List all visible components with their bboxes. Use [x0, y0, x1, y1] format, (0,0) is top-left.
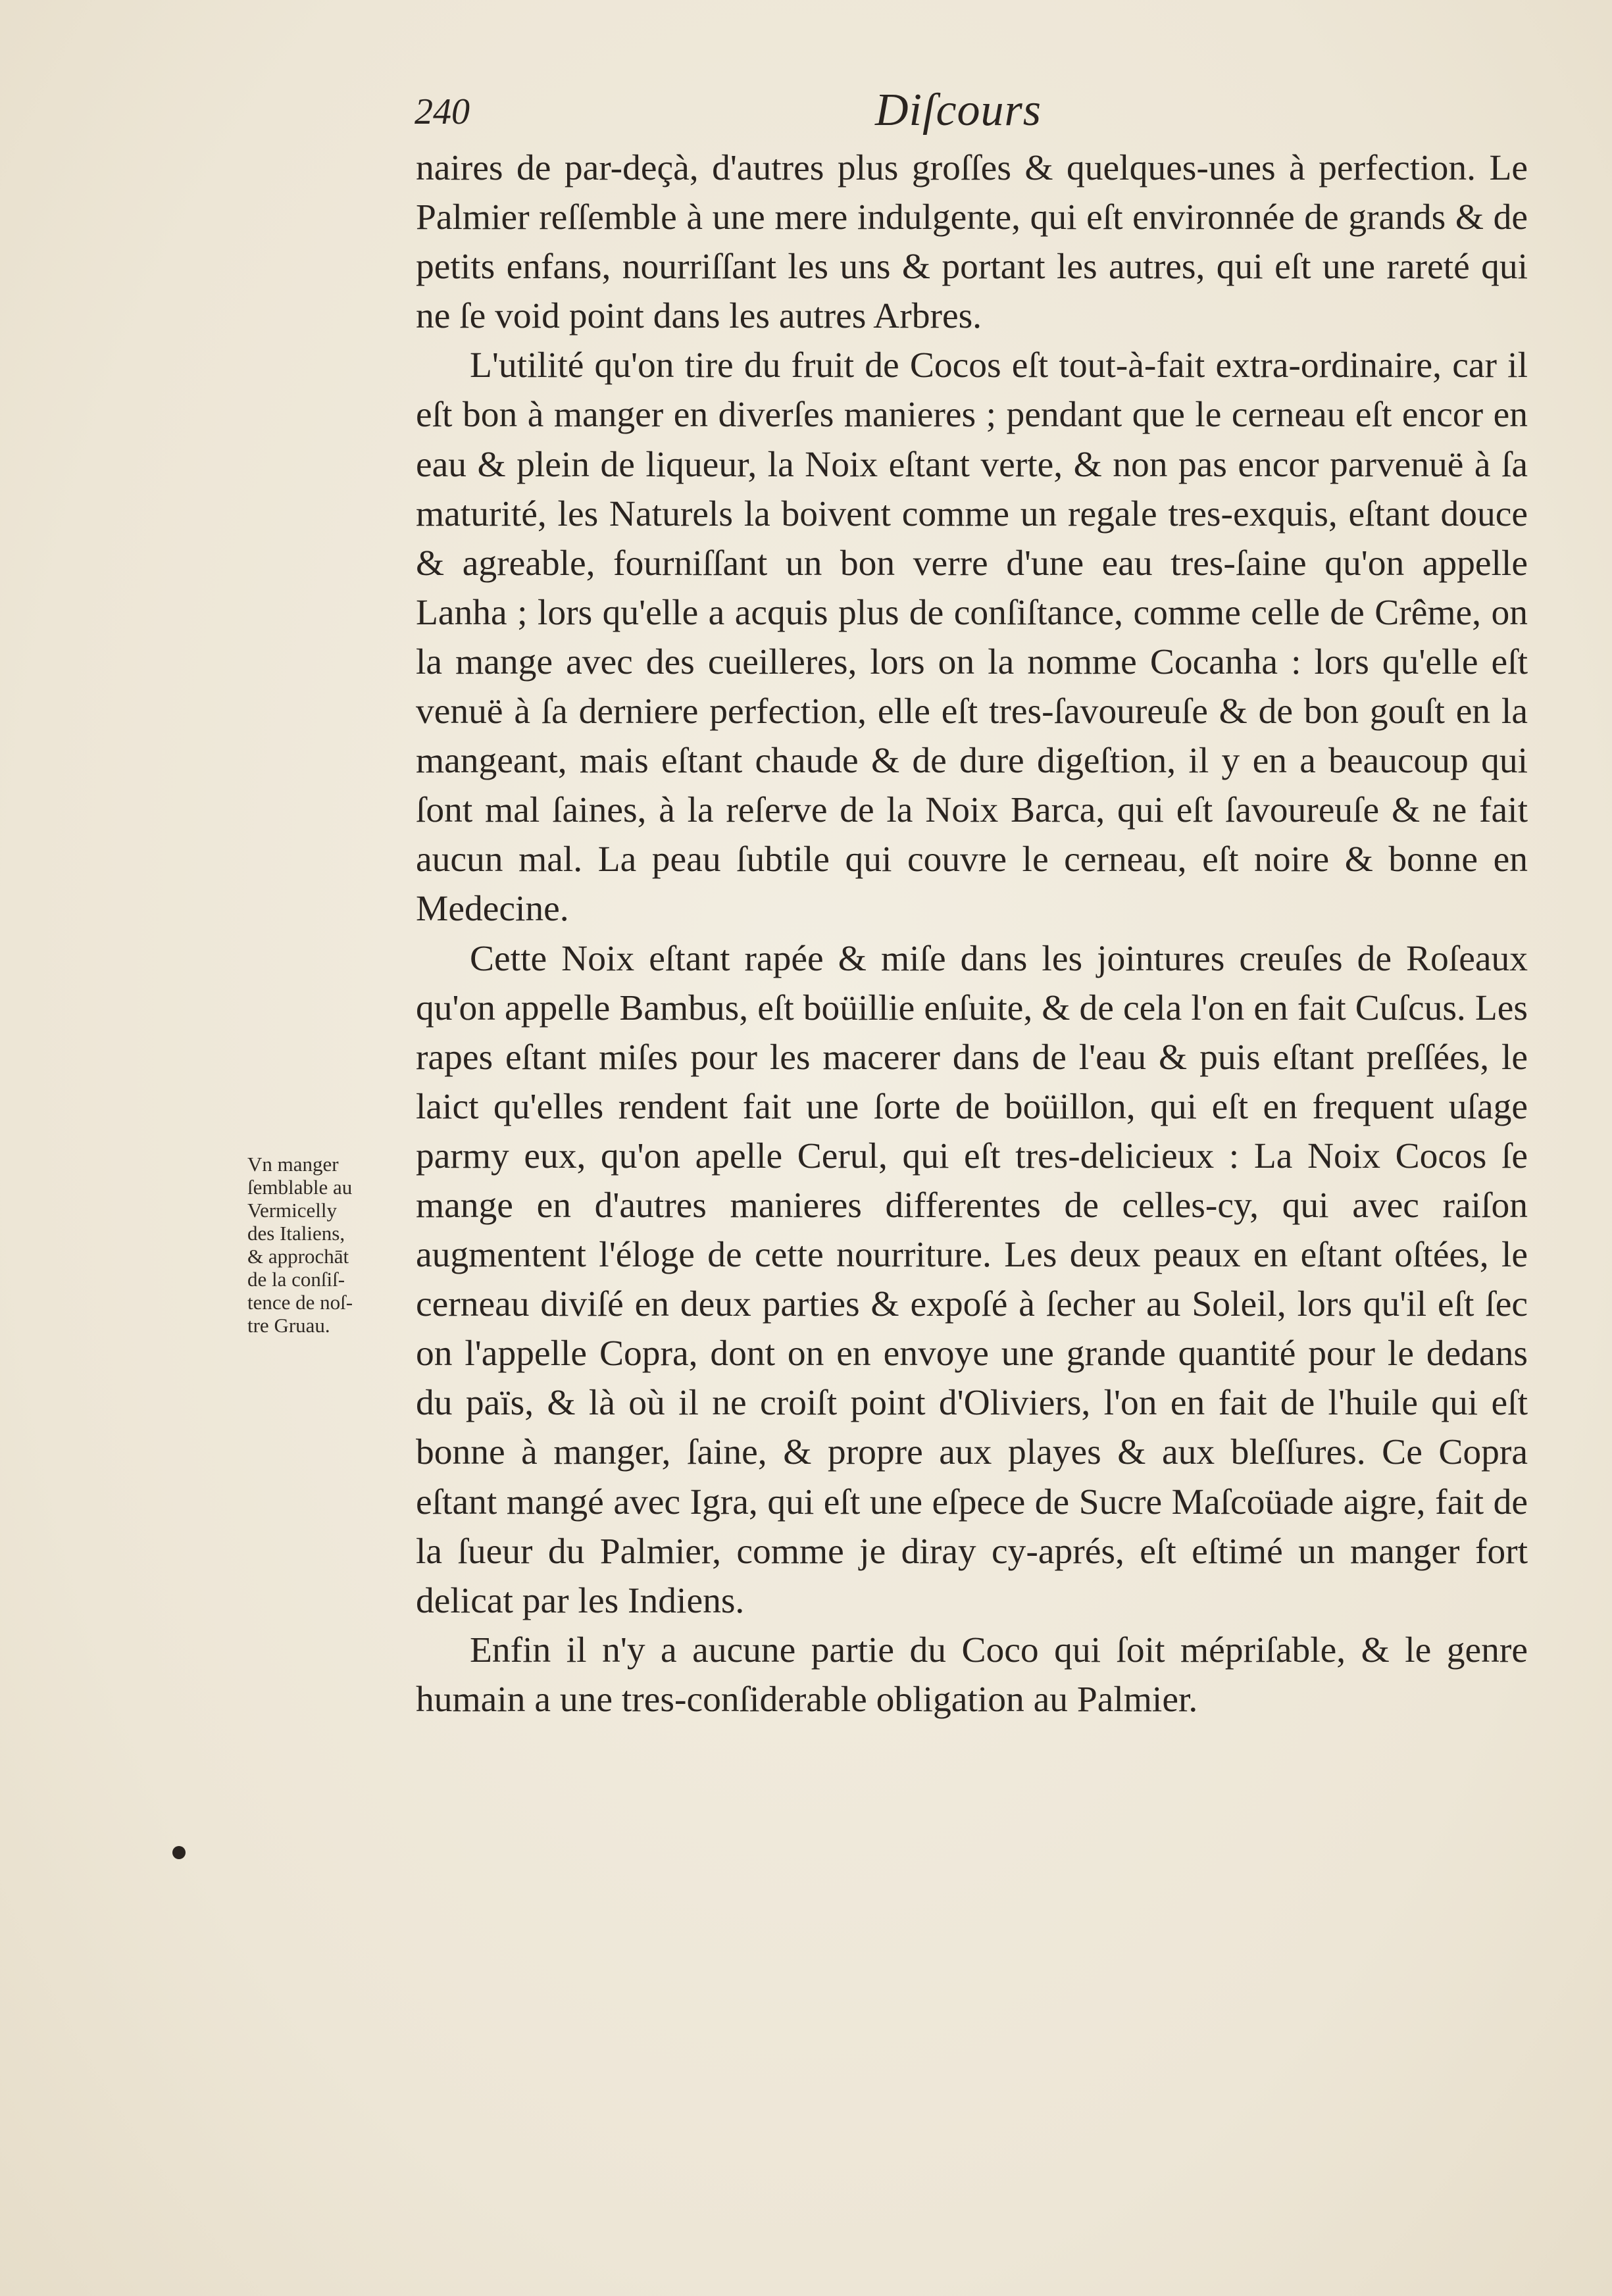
margin-note-line-1: Vn manger	[247, 1153, 339, 1176]
margin-note-line-4: des Italiens,	[247, 1222, 345, 1245]
body-text	[416, 143, 1528, 1724]
paragraph-4	[416, 1626, 1528, 1724]
margin-note-line-6: de la conſiſ-	[247, 1268, 345, 1291]
paragraph-4-text: Enfin il n'y a aucune partie du Coco qui ſoit mépriſable, & le genre humain a une tres-conſiderable obligation au Palmier.	[416, 1630, 1528, 1720]
ink-blot	[172, 1846, 186, 1859]
margin-note-line-7: tence de noſ-	[247, 1291, 353, 1314]
paragraph-3: Cette Noix eſtant rapée & miſe dans les jointures creuſes de Roſeaux qu'on appelle Bambus, eſt boüillie enſuite, & de cela l'on en fait Cuſcus. Les rapes eſtant miſes pour les macerer dans de l'eau & puis eſtant preſſées, le laict qu'elles rendent fait une ſorte de boüillon, qui eſt en frequent uſage parmy eux, qu'on apelle Cerul, qui eſt tres-delicieux : La Noix Cocos ſe mange en d'autres manieres differentes de celles-cy, qui avec raiſon augmentent l'éloge de cette nourriture. Les deux peaux en eſtant oſtées, le cerneau diviſé en deux parties & expoſé à ſecher au Soleil, lors qu'il eſt ſec on l'appelle Copra, dont on en envoye une grande quantité pour le dedans du païs, & là où il ne croiſt point d'Oliviers, l'on en fait de l'huile qui eſt bonne à manger, ſaine, & propre aux playes & aux bleſſures. Ce Copra eſtant mangé avec Igra, qui eſt une eſpece de Sucre Maſcoüade aigre, fait de la ſueur du Palmier, comme je diray cy-aprés, eſt eſtimé un manger fort delicat par les Indiens.	[416, 938, 1528, 1621]
paragraph-1: naires de par-deçà, d'autres plus groſſes & quelques-unes à perfection. Le Palmier reſſemble à une mere indulgente, qui eſt environnée de grands & de petits enfans, nourriſſant les uns & portant les autres, qui eſt une rareté qui ne ſe void point dans les autres Arbres.	[416, 148, 1528, 337]
margin-note	[247, 1153, 412, 1337]
page-header	[415, 84, 1533, 143]
margin-note-line-3: Vermicelly	[247, 1199, 338, 1222]
margin-note-line-8: tre Gruau.	[247, 1314, 330, 1337]
margin-note-line-2: ſemblable au	[247, 1176, 353, 1199]
paragraph-2: L'utilité qu'on tire du fruit de Cocos eſt tout-à-fait extra-ordinaire, car il eſt bon à manger en diverſes manieres ; pendant que le cerneau eſt encor en eau & plein de liqueur, la Noix eſtant verte, & non pas encor parvenuë à ſa maturité, les Naturels la boivent comme un regale tres-exquis, eſtant douce & agreable, fourniſſant un bon verre d'une eau tres-ſaine qu'on appelle Lanha ; lors qu'elle a acquis plus de conſiſtance, comme celle de Crême, on la mange avec des cueilleres, lors on la nomme Cocanha : lors qu'elle eſt venuë à ſa derniere perfection, elle eſt tres-ſavoureuſe & de bon gouſt en la mangeant, mais eſtant chaude & de dure digeſtion, il y en a beaucoup qui ſont mal ſaines, à la reſerve de la Noix Barca, qui eſt ſavoureuſe & ne fait aucun mal. La peau ſubtile qui couvre le cerneau, eſt noire & bonne en Medecine.	[416, 345, 1528, 930]
page-number: 240	[415, 91, 470, 132]
running-title: Diſcours	[875, 85, 1042, 136]
margin-note-line-5: & approchāt	[247, 1245, 349, 1268]
